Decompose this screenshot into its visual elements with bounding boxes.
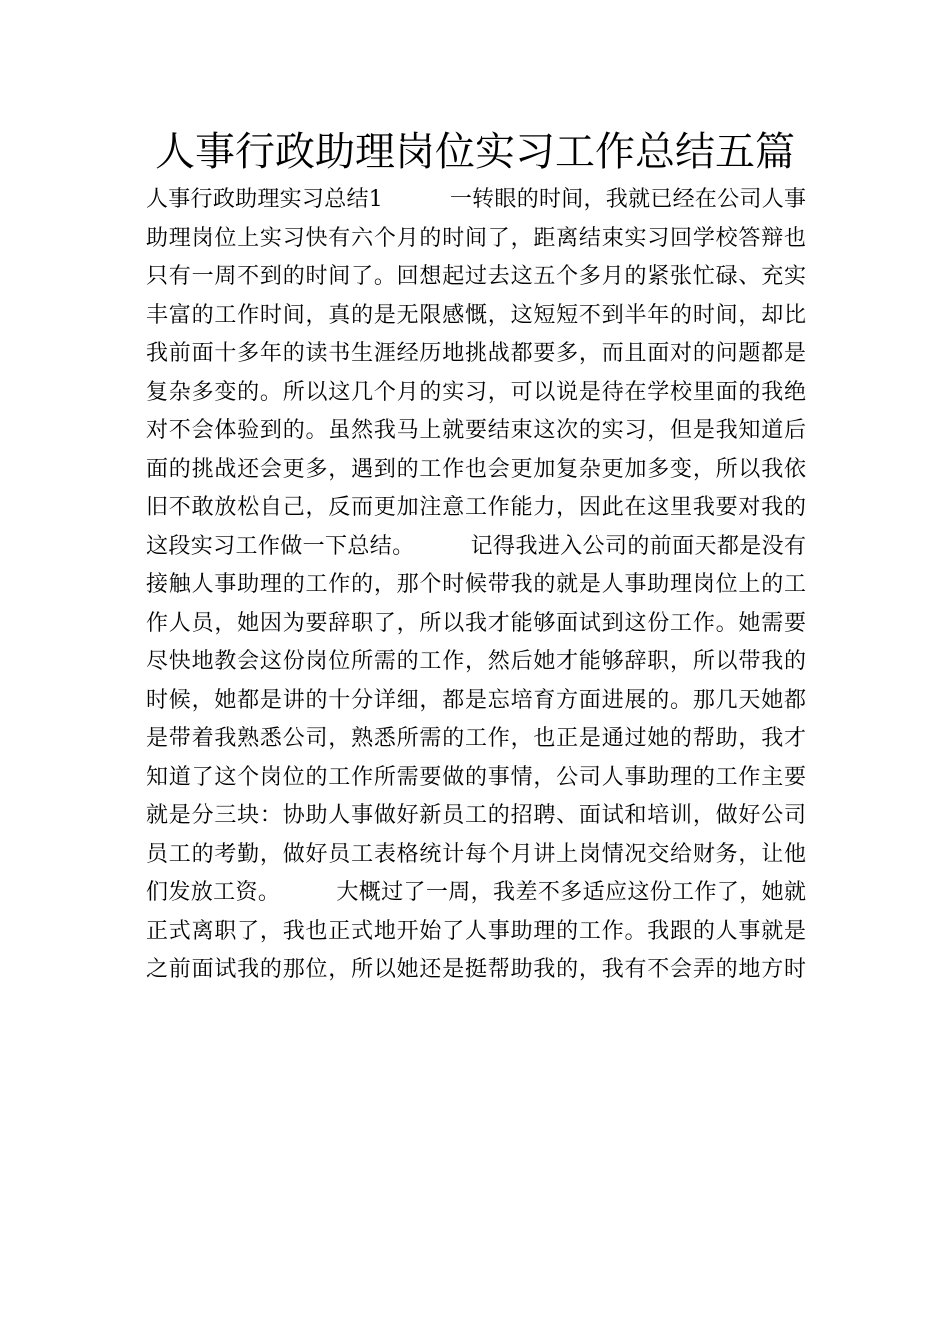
text-line: 旧不敢放松自己，反而更加注意工作能力，因此在这里我要对我的	[146, 495, 806, 520]
document-title: 人事行政助理岗位实习工作总结五篇	[155, 129, 795, 175]
text-line: 之前面试我的那位，所以她还是挺帮助我的，我有不会弄的地方时	[146, 957, 806, 982]
text-line: 尽快地教会这份岗位所需的工作，然后她才能够辞职，所以带我的	[146, 649, 806, 674]
text-line: 人事行政助理实习总结1 一转眼的时间，我就已经在公司人事	[146, 187, 806, 212]
text-line: 是带着我熟悉公司，熟悉所需的工作，也正是通过她的帮助，我才	[146, 726, 806, 751]
text-line: 时候，她都是讲的十分详细，都是忘培育方面进展的。那几天她都	[146, 687, 806, 713]
text-line: 面的挑战还会更多，遇到的工作也会更加复杂更加多变，所以我依	[146, 456, 806, 482]
text-line: 这段实习工作做一下总结。 记得我进入公司的前面天都是没有	[146, 533, 806, 559]
text-line: 正式离职了，我也正式地开始了人事助理的工作。我跟的人事就是	[146, 918, 806, 944]
text-line: 我前面十多年的读书生涯经历地挑战都要多，而且面对的问题都是	[146, 341, 806, 366]
text-line: 就是分三块：协助人事做好新员工的招聘、面试和培训，做好公司	[146, 803, 806, 828]
text-line: 接触人事助理的工作的，那个时候带我的就是人事助理岗位上的工	[146, 572, 806, 597]
text-line: 员工的考勤，做好员工表格统计每个月讲上岗情况交给财务，让他	[146, 841, 806, 867]
text-line: 作人员，她因为要辞职了，所以我才能够面试到这份工作。她需要	[146, 610, 806, 636]
text-line: 只有一周不到的时间了。回想起过去这五个多月的紧张忙碌、充实	[146, 264, 806, 289]
document-body	[146, 181, 806, 990]
text-line: 对不会体验到的。虽然我马上就要结束这次的实习，但是我知道后	[146, 418, 806, 443]
text-line: 们发放工资。 大概过了一周，我差不多适应这份工作了，她就	[146, 880, 806, 905]
text-line: 复杂多变的。所以这几个月的实习，可以说是待在学校里面的我绝	[146, 379, 806, 405]
text-line: 助理岗位上实习快有六个月的时间了，距离结束实习回学校答辩也	[146, 225, 806, 251]
text-line: 丰富的工作时间，真的是无限感慨，这短短不到半年的时间，却比	[146, 302, 806, 328]
text-line: 知道了这个岗位的工作所需要做的事情，公司人事助理的工作主要	[146, 764, 806, 790]
